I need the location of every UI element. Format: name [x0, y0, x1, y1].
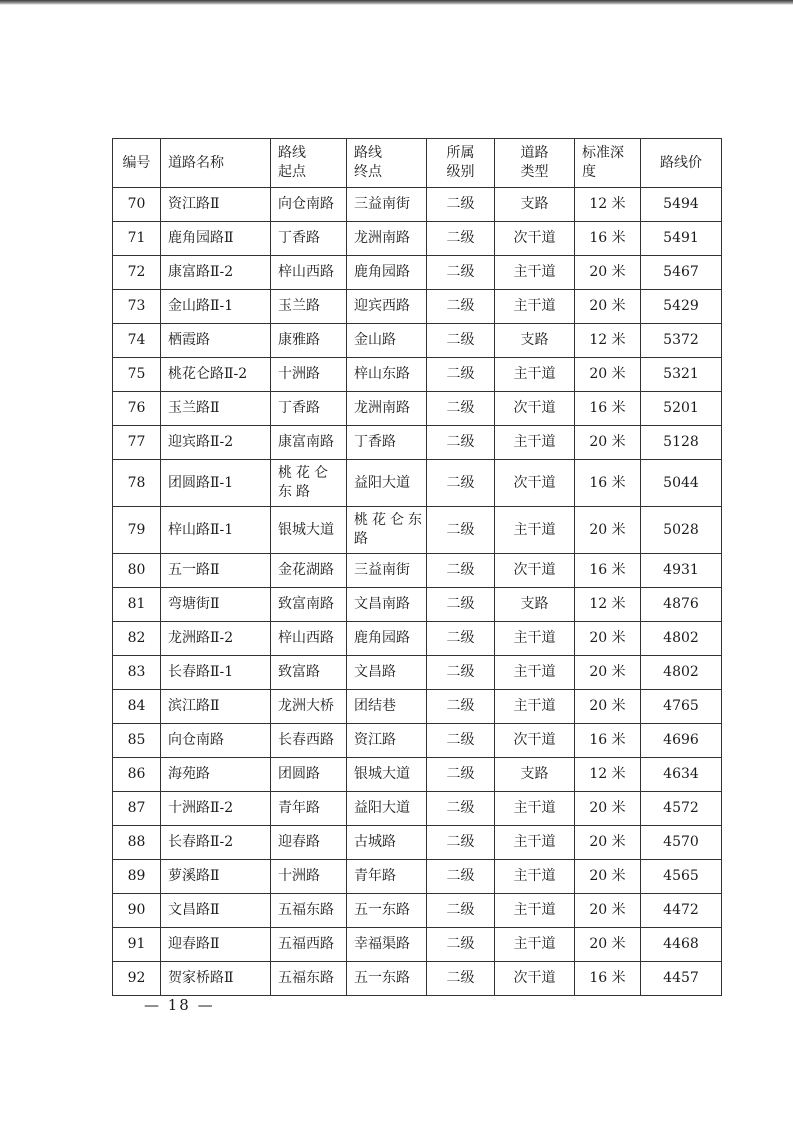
cell-start: 玉兰路 — [271, 290, 347, 324]
table-row — [113, 392, 722, 426]
cell-id: 73 — [113, 290, 161, 324]
cell-price: 5491 — [641, 222, 722, 256]
cell-name: 滨江路Ⅱ — [161, 690, 271, 724]
cell-end: 梓山东路 — [347, 358, 427, 392]
cell-depth: 16 米 — [575, 222, 641, 256]
cell-start: 金花湖路 — [271, 554, 347, 588]
table-row — [113, 622, 722, 656]
cell-type: 次干道 — [495, 962, 575, 996]
table-row — [113, 894, 722, 928]
cell-depth: 20 米 — [575, 860, 641, 894]
cell-price: 5128 — [641, 426, 722, 460]
table-row — [113, 358, 722, 392]
cell-name: 桃花仑路Ⅱ-2 — [161, 358, 271, 392]
cell-type: 主干道 — [495, 792, 575, 826]
cell-type: 主干道 — [495, 256, 575, 290]
cell-id: 92 — [113, 962, 161, 996]
cell-type: 主干道 — [495, 928, 575, 962]
header-id: 编号 — [113, 139, 161, 188]
cell-price: 4457 — [641, 962, 722, 996]
cell-depth: 16 米 — [575, 962, 641, 996]
header-depth: 标准深 度 — [575, 139, 641, 188]
cell-start: 迎春路 — [271, 826, 347, 860]
cell-id: 91 — [113, 928, 161, 962]
cell-depth: 20 米 — [575, 656, 641, 690]
cell-id: 70 — [113, 188, 161, 222]
cell-depth: 16 米 — [575, 724, 641, 758]
table-row — [113, 928, 722, 962]
cell-end: 迎宾西路 — [347, 290, 427, 324]
cell-start: 丁香路 — [271, 392, 347, 426]
cell-end: 五一东路 — [347, 894, 427, 928]
cell-id: 78 — [113, 460, 161, 507]
cell-type: 次干道 — [495, 724, 575, 758]
cell-name: 海苑路 — [161, 758, 271, 792]
cell-price: 4468 — [641, 928, 722, 962]
cell-name: 五一路Ⅱ — [161, 554, 271, 588]
cell-type: 主干道 — [495, 290, 575, 324]
table-body — [113, 188, 722, 996]
table-row — [113, 222, 722, 256]
cell-name: 迎春路Ⅱ — [161, 928, 271, 962]
cell-level: 二级 — [427, 358, 495, 392]
cell-level: 二级 — [427, 256, 495, 290]
cell-start: 长春西路 — [271, 724, 347, 758]
cell-id: 80 — [113, 554, 161, 588]
cell-level: 二级 — [427, 656, 495, 690]
cell-depth: 20 米 — [575, 690, 641, 724]
cell-end: 古城路 — [347, 826, 427, 860]
cell-type: 次干道 — [495, 554, 575, 588]
table-row — [113, 256, 722, 290]
cell-level: 二级 — [427, 724, 495, 758]
cell-level: 二级 — [427, 426, 495, 460]
cell-end: 三益南街 — [347, 554, 427, 588]
header-road-name: 道路名称 — [161, 139, 271, 188]
cell-depth: 20 米 — [575, 290, 641, 324]
table-row — [113, 324, 722, 358]
cell-name: 长春路Ⅱ-1 — [161, 656, 271, 690]
cell-type: 次干道 — [495, 460, 575, 507]
header-type: 道路 类型 — [495, 139, 575, 188]
cell-price: 4876 — [641, 588, 722, 622]
cell-depth: 16 米 — [575, 554, 641, 588]
cell-name: 资江路Ⅱ — [161, 188, 271, 222]
cell-start: 五福东路 — [271, 894, 347, 928]
cell-price: 4802 — [641, 622, 722, 656]
cell-start: 康富南路 — [271, 426, 347, 460]
cell-type: 主干道 — [495, 358, 575, 392]
cell-start: 致富路 — [271, 656, 347, 690]
table-row — [113, 188, 722, 222]
table-row — [113, 792, 722, 826]
cell-price: 4572 — [641, 792, 722, 826]
cell-price: 4570 — [641, 826, 722, 860]
cell-name: 团圆路Ⅱ-1 — [161, 460, 271, 507]
cell-start: 梓山西路 — [271, 256, 347, 290]
cell-start: 龙洲大桥 — [271, 690, 347, 724]
cell-end: 青年路 — [347, 860, 427, 894]
cell-start: 团圆路 — [271, 758, 347, 792]
cell-depth: 20 米 — [575, 894, 641, 928]
cell-end: 龙洲南路 — [347, 392, 427, 426]
cell-price: 4931 — [641, 554, 722, 588]
cell-price: 4802 — [641, 656, 722, 690]
cell-name: 十洲路Ⅱ-2 — [161, 792, 271, 826]
table-row — [113, 656, 722, 690]
cell-price: 5028 — [641, 507, 722, 554]
cell-start: 致富南路 — [271, 588, 347, 622]
cell-end: 鹿角园路 — [347, 622, 427, 656]
cell-name: 鹿角园路Ⅱ — [161, 222, 271, 256]
cell-end: 幸福渠路 — [347, 928, 427, 962]
cell-id: 89 — [113, 860, 161, 894]
table-row — [113, 290, 722, 324]
cell-end: 团结巷 — [347, 690, 427, 724]
cell-id: 71 — [113, 222, 161, 256]
table-row — [113, 724, 722, 758]
table-row — [113, 962, 722, 996]
cell-level: 二级 — [427, 222, 495, 256]
cell-price: 5429 — [641, 290, 722, 324]
cell-end: 银城大道 — [347, 758, 427, 792]
cell-end: 益阳大道 — [347, 792, 427, 826]
table-row — [113, 690, 722, 724]
cell-start: 十洲路 — [271, 860, 347, 894]
cell-level: 二级 — [427, 290, 495, 324]
cell-level: 二级 — [427, 690, 495, 724]
cell-level: 二级 — [427, 826, 495, 860]
cell-name: 金山路Ⅱ-1 — [161, 290, 271, 324]
cell-start: 五福东路 — [271, 962, 347, 996]
cell-end: 金山路 — [347, 324, 427, 358]
cell-price: 5321 — [641, 358, 722, 392]
cell-type: 主干道 — [495, 860, 575, 894]
cell-level: 二级 — [427, 507, 495, 554]
cell-type: 主干道 — [495, 690, 575, 724]
cell-end: 鹿角园路 — [347, 256, 427, 290]
cell-start: 银城大道 — [271, 507, 347, 554]
table-row — [113, 758, 722, 792]
cell-depth: 20 米 — [575, 826, 641, 860]
cell-price: 5467 — [641, 256, 722, 290]
cell-id: 86 — [113, 758, 161, 792]
cell-name: 梓山路Ⅱ-1 — [161, 507, 271, 554]
cell-price: 4472 — [641, 894, 722, 928]
cell-price: 4634 — [641, 758, 722, 792]
cell-id: 83 — [113, 656, 161, 690]
cell-start: 青年路 — [271, 792, 347, 826]
cell-depth: 20 米 — [575, 426, 641, 460]
cell-name: 长春路Ⅱ-2 — [161, 826, 271, 860]
cell-depth: 12 米 — [575, 188, 641, 222]
cell-level: 二级 — [427, 894, 495, 928]
cell-price: 5201 — [641, 392, 722, 426]
cell-id: 76 — [113, 392, 161, 426]
table-row — [113, 426, 722, 460]
cell-level: 二级 — [427, 928, 495, 962]
cell-type: 主干道 — [495, 894, 575, 928]
cell-end: 五一东路 — [347, 962, 427, 996]
cell-depth: 16 米 — [575, 460, 641, 507]
cell-depth: 20 米 — [575, 358, 641, 392]
scan-top-edge — [0, 0, 793, 5]
cell-id: 85 — [113, 724, 161, 758]
table-row — [113, 826, 722, 860]
cell-end: 文昌南路 — [347, 588, 427, 622]
cell-price: 4765 — [641, 690, 722, 724]
cell-start: 五福西路 — [271, 928, 347, 962]
cell-level: 二级 — [427, 188, 495, 222]
cell-end: 三益南街 — [347, 188, 427, 222]
cell-depth: 12 米 — [575, 758, 641, 792]
cell-end: 龙洲南路 — [347, 222, 427, 256]
cell-level: 二级 — [427, 460, 495, 507]
cell-depth: 20 米 — [575, 622, 641, 656]
cell-name: 迎宾路Ⅱ-2 — [161, 426, 271, 460]
cell-id: 87 — [113, 792, 161, 826]
cell-type: 主干道 — [495, 622, 575, 656]
table-row — [113, 860, 722, 894]
page-number: — 18 — — [144, 996, 215, 1014]
cell-level: 二级 — [427, 588, 495, 622]
cell-type: 主干道 — [495, 826, 575, 860]
cell-id: 79 — [113, 507, 161, 554]
cell-depth: 12 米 — [575, 324, 641, 358]
cell-type: 支路 — [495, 588, 575, 622]
cell-type: 支路 — [495, 188, 575, 222]
cell-id: 81 — [113, 588, 161, 622]
table-row — [113, 460, 722, 507]
cell-start: 向仓南路 — [271, 188, 347, 222]
cell-depth: 20 米 — [575, 507, 641, 554]
cell-start: 十洲路 — [271, 358, 347, 392]
cell-id: 90 — [113, 894, 161, 928]
cell-type: 主干道 — [495, 656, 575, 690]
cell-level: 二级 — [427, 622, 495, 656]
cell-name: 栖霞路 — [161, 324, 271, 358]
cell-level: 二级 — [427, 392, 495, 426]
cell-type: 主干道 — [495, 426, 575, 460]
header-price: 路线价 — [641, 139, 722, 188]
cell-price: 4565 — [641, 860, 722, 894]
cell-id: 88 — [113, 826, 161, 860]
cell-price: 5494 — [641, 188, 722, 222]
table-header-row — [113, 139, 722, 188]
cell-depth: 16 米 — [575, 392, 641, 426]
table-row — [113, 507, 722, 554]
cell-type: 支路 — [495, 324, 575, 358]
cell-type: 次干道 — [495, 392, 575, 426]
cell-id: 75 — [113, 358, 161, 392]
header-end: 路线 终点 — [347, 139, 427, 188]
cell-end: 文昌路 — [347, 656, 427, 690]
cell-price: 5044 — [641, 460, 722, 507]
cell-depth: 20 米 — [575, 792, 641, 826]
cell-level: 二级 — [427, 324, 495, 358]
cell-id: 84 — [113, 690, 161, 724]
cell-name: 贺家桥路Ⅱ — [161, 962, 271, 996]
cell-depth: 20 米 — [575, 256, 641, 290]
cell-end: 桃花仑东路 — [347, 507, 427, 554]
cell-level: 二级 — [427, 554, 495, 588]
cell-level: 二级 — [427, 962, 495, 996]
cell-id: 82 — [113, 622, 161, 656]
cell-name: 向仓南路 — [161, 724, 271, 758]
cell-name: 康富路Ⅱ-2 — [161, 256, 271, 290]
cell-name: 文昌路Ⅱ — [161, 894, 271, 928]
cell-start: 桃花仑东路 — [271, 460, 347, 507]
cell-depth: 20 米 — [575, 928, 641, 962]
road-price-table — [112, 138, 722, 996]
cell-price: 4696 — [641, 724, 722, 758]
cell-start: 梓山西路 — [271, 622, 347, 656]
cell-id: 72 — [113, 256, 161, 290]
cell-name: 萝溪路Ⅱ — [161, 860, 271, 894]
cell-id: 77 — [113, 426, 161, 460]
cell-price: 5372 — [641, 324, 722, 358]
cell-level: 二级 — [427, 860, 495, 894]
cell-start: 丁香路 — [271, 222, 347, 256]
cell-type: 次干道 — [495, 222, 575, 256]
header-start: 路线 起点 — [271, 139, 347, 188]
cell-name: 玉兰路Ⅱ — [161, 392, 271, 426]
header-level: 所属 级别 — [427, 139, 495, 188]
cell-id: 74 — [113, 324, 161, 358]
table-row — [113, 588, 722, 622]
cell-start: 康雅路 — [271, 324, 347, 358]
cell-end: 丁香路 — [347, 426, 427, 460]
cell-end: 益阳大道 — [347, 460, 427, 507]
cell-type: 主干道 — [495, 507, 575, 554]
cell-depth: 12 米 — [575, 588, 641, 622]
cell-type: 支路 — [495, 758, 575, 792]
table-row — [113, 554, 722, 588]
cell-name: 龙洲路Ⅱ-2 — [161, 622, 271, 656]
cell-level: 二级 — [427, 758, 495, 792]
cell-end: 资江路 — [347, 724, 427, 758]
cell-name: 弯塘街Ⅱ — [161, 588, 271, 622]
cell-level: 二级 — [427, 792, 495, 826]
